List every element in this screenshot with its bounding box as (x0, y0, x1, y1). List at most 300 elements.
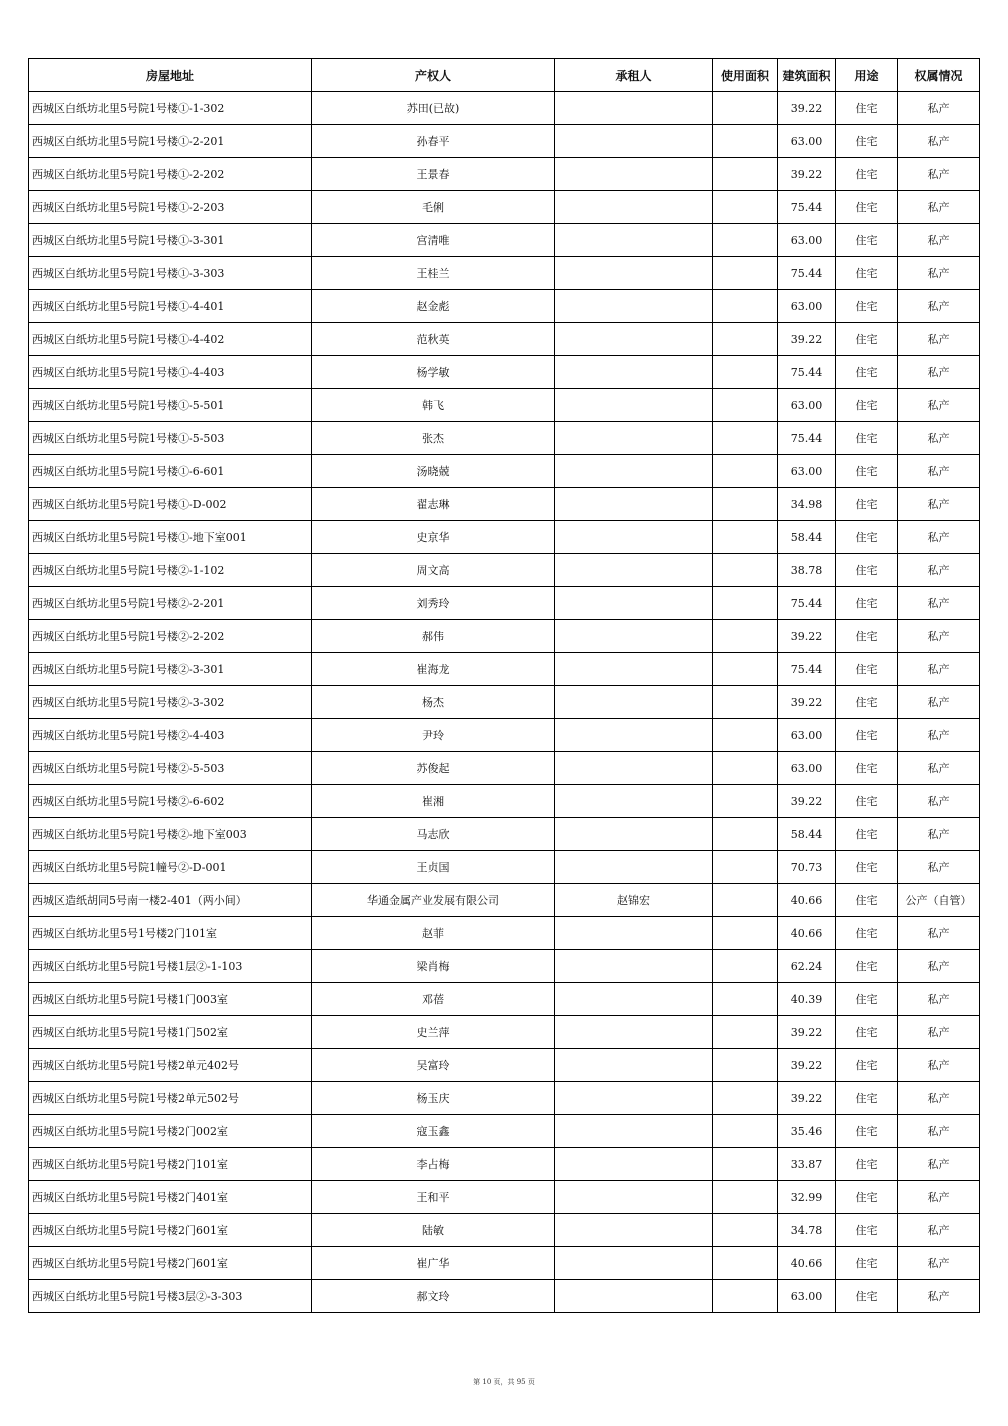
cell-ownership: 私产 (898, 125, 980, 158)
cell-owner: 翟志琳 (312, 488, 555, 521)
cell-usable-area (713, 1280, 778, 1313)
table-row (29, 389, 980, 422)
cell-address: 西城区白纸坊北里5号院1号楼①-地下室001 (29, 521, 312, 554)
cell-ownership: 私产 (898, 785, 980, 818)
cell-building-area: 39.22 (778, 158, 836, 191)
cell-address: 西城区白纸坊北里5号院1号楼②-1-102 (29, 554, 312, 587)
cell-address: 西城区白纸坊北里5号院1号楼①-2-203 (29, 191, 312, 224)
cell-owner: 尹玲 (312, 719, 555, 752)
cell-usage: 住宅 (836, 290, 898, 323)
table-row (29, 191, 980, 224)
cell-usable-area (713, 191, 778, 224)
cell-building-area: 75.44 (778, 191, 836, 224)
cell-address: 西城区白纸坊北里5号院1号楼2门401室 (29, 1181, 312, 1214)
cell-usage: 住宅 (836, 1181, 898, 1214)
cell-tenant (555, 983, 713, 1016)
cell-usable-area (713, 257, 778, 290)
cell-usable-area (713, 1115, 778, 1148)
cell-tenant (555, 719, 713, 752)
cell-ownership: 私产 (898, 554, 980, 587)
table-row (29, 455, 980, 488)
cell-building-area: 39.22 (778, 1049, 836, 1082)
header-ownership: 权属情况 (898, 59, 980, 92)
cell-address: 西城区白纸坊北里5号院1号楼②-6-602 (29, 785, 312, 818)
cell-tenant (555, 224, 713, 257)
cell-ownership: 私产 (898, 455, 980, 488)
cell-building-area: 75.44 (778, 653, 836, 686)
cell-ownership: 私产 (898, 257, 980, 290)
cell-usable-area (713, 1247, 778, 1280)
cell-building-area: 58.44 (778, 521, 836, 554)
cell-usable-area (713, 884, 778, 917)
cell-building-area: 40.66 (778, 884, 836, 917)
cell-usable-area (713, 851, 778, 884)
cell-address: 西城区白纸坊北里5号院1号楼2单元502号 (29, 1082, 312, 1115)
cell-tenant (555, 521, 713, 554)
cell-address: 西城区白纸坊北里5号院1号楼2门002室 (29, 1115, 312, 1148)
cell-usable-area (713, 290, 778, 323)
cell-usable-area (713, 92, 778, 125)
table-row (29, 1082, 980, 1115)
cell-address: 西城区白纸坊北里5号院1号楼1门502室 (29, 1016, 312, 1049)
cell-tenant (555, 1016, 713, 1049)
table-row (29, 950, 980, 983)
cell-usable-area (713, 1181, 778, 1214)
cell-ownership: 私产 (898, 1214, 980, 1247)
cell-usage: 住宅 (836, 356, 898, 389)
cell-usage: 住宅 (836, 785, 898, 818)
cell-ownership: 私产 (898, 1148, 980, 1181)
cell-usable-area (713, 785, 778, 818)
cell-ownership: 私产 (898, 290, 980, 323)
header-usage: 用途 (836, 59, 898, 92)
cell-building-area: 63.00 (778, 224, 836, 257)
cell-building-area: 39.22 (778, 620, 836, 653)
cell-usable-area (713, 752, 778, 785)
cell-tenant (555, 1148, 713, 1181)
cell-usage: 住宅 (836, 1016, 898, 1049)
cell-usage: 住宅 (836, 884, 898, 917)
cell-tenant (555, 1181, 713, 1214)
table-row (29, 554, 980, 587)
cell-owner: 华通金属产业发展有限公司 (312, 884, 555, 917)
cell-usable-area (713, 521, 778, 554)
cell-owner: 陆敏 (312, 1214, 555, 1247)
table-header-row (29, 59, 980, 92)
cell-ownership: 私产 (898, 587, 980, 620)
cell-ownership: 私产 (898, 224, 980, 257)
table-row (29, 290, 980, 323)
cell-usage: 住宅 (836, 950, 898, 983)
cell-owner: 梁肖梅 (312, 950, 555, 983)
cell-address: 西城区白纸坊北里5号院1号楼①-3-303 (29, 257, 312, 290)
cell-usage: 住宅 (836, 158, 898, 191)
table-row (29, 1016, 980, 1049)
cell-usage: 住宅 (836, 620, 898, 653)
cell-usage: 住宅 (836, 587, 898, 620)
cell-usage: 住宅 (836, 653, 898, 686)
cell-usable-area (713, 1016, 778, 1049)
cell-usable-area (713, 125, 778, 158)
cell-owner: 汤晓兢 (312, 455, 555, 488)
cell-ownership: 私产 (898, 719, 980, 752)
table-row (29, 851, 980, 884)
cell-usage: 住宅 (836, 1280, 898, 1313)
table-row (29, 92, 980, 125)
cell-usage: 住宅 (836, 1214, 898, 1247)
cell-address: 西城区白纸坊北里5号院1号楼②-3-302 (29, 686, 312, 719)
cell-building-area: 33.87 (778, 1148, 836, 1181)
page-number: 第 10 页，共 95 页 (473, 1378, 535, 1386)
cell-tenant (555, 356, 713, 389)
cell-usable-area (713, 1214, 778, 1247)
cell-usable-area (713, 389, 778, 422)
table-row (29, 1148, 980, 1181)
cell-usage: 住宅 (836, 1049, 898, 1082)
cell-owner: 杨玉庆 (312, 1082, 555, 1115)
cell-owner: 韩飞 (312, 389, 555, 422)
cell-tenant (555, 290, 713, 323)
cell-ownership: 私产 (898, 686, 980, 719)
cell-ownership: 私产 (898, 1115, 980, 1148)
table-row (29, 752, 980, 785)
cell-usage: 住宅 (836, 323, 898, 356)
table-row (29, 1181, 980, 1214)
cell-usage: 住宅 (836, 752, 898, 785)
cell-owner: 赵金彪 (312, 290, 555, 323)
cell-building-area: 34.78 (778, 1214, 836, 1247)
cell-ownership: 私产 (898, 356, 980, 389)
property-table (28, 58, 980, 1313)
cell-usage: 住宅 (836, 1082, 898, 1115)
cell-ownership: 公产（自管） (898, 884, 980, 917)
cell-address: 西城区白纸坊北里5号院1号楼①-4-403 (29, 356, 312, 389)
cell-building-area: 39.22 (778, 92, 836, 125)
cell-building-area: 35.46 (778, 1115, 836, 1148)
cell-usable-area (713, 323, 778, 356)
cell-ownership: 私产 (898, 389, 980, 422)
cell-address: 西城区白纸坊北里5号院1幢号②-D-001 (29, 851, 312, 884)
cell-owner: 吴富玲 (312, 1049, 555, 1082)
cell-usable-area (713, 818, 778, 851)
cell-tenant (555, 752, 713, 785)
cell-ownership: 私产 (898, 158, 980, 191)
table-row (29, 917, 980, 950)
cell-usage: 住宅 (836, 917, 898, 950)
cell-building-area: 39.22 (778, 1082, 836, 1115)
cell-usage: 住宅 (836, 719, 898, 752)
cell-address: 西城区白纸坊北里5号院1号楼3层②-3-303 (29, 1280, 312, 1313)
cell-building-area: 63.00 (778, 1280, 836, 1313)
cell-ownership: 私产 (898, 1016, 980, 1049)
cell-usable-area (713, 719, 778, 752)
header-building-area: 建筑面积 (778, 59, 836, 92)
cell-usable-area (713, 917, 778, 950)
cell-address: 西城区白纸坊北里5号院1号楼1层②-1-103 (29, 950, 312, 983)
cell-address: 西城区白纸坊北里5号院1号楼2门601室 (29, 1247, 312, 1280)
cell-building-area: 63.00 (778, 389, 836, 422)
cell-ownership: 私产 (898, 950, 980, 983)
cell-usable-area (713, 653, 778, 686)
cell-ownership: 私产 (898, 1181, 980, 1214)
cell-ownership: 私产 (898, 323, 980, 356)
cell-owner: 王桂兰 (312, 257, 555, 290)
cell-usable-area (713, 422, 778, 455)
cell-owner: 马志欣 (312, 818, 555, 851)
cell-building-area: 63.00 (778, 719, 836, 752)
cell-tenant (555, 653, 713, 686)
table-row (29, 884, 980, 917)
cell-building-area: 70.73 (778, 851, 836, 884)
cell-tenant (555, 1247, 713, 1280)
cell-tenant (555, 686, 713, 719)
cell-owner: 宫清唯 (312, 224, 555, 257)
cell-tenant (555, 191, 713, 224)
cell-ownership: 私产 (898, 521, 980, 554)
cell-owner: 张杰 (312, 422, 555, 455)
cell-building-area: 75.44 (778, 422, 836, 455)
table-row (29, 125, 980, 158)
cell-usage: 住宅 (836, 983, 898, 1016)
cell-ownership: 私产 (898, 851, 980, 884)
cell-building-area: 39.22 (778, 1016, 836, 1049)
cell-owner: 史兰萍 (312, 1016, 555, 1049)
cell-usage: 住宅 (836, 224, 898, 257)
table-row (29, 356, 980, 389)
cell-usable-area (713, 620, 778, 653)
cell-address: 西城区白纸坊北里5号院1号楼②-4-403 (29, 719, 312, 752)
cell-address: 西城区白纸坊北里5号院1号楼①-2-202 (29, 158, 312, 191)
cell-address: 西城区白纸坊北里5号院1号楼①-3-301 (29, 224, 312, 257)
cell-address: 西城区白纸坊北里5号院1号楼②-3-301 (29, 653, 312, 686)
cell-tenant (555, 323, 713, 356)
table-row (29, 158, 980, 191)
cell-address: 西城区白纸坊北里5号院1号楼①-2-201 (29, 125, 312, 158)
cell-address: 西城区白纸坊北里5号院1号楼②-2-202 (29, 620, 312, 653)
table-row (29, 422, 980, 455)
header-owner: 产权人 (312, 59, 555, 92)
table-row (29, 620, 980, 653)
cell-usable-area (713, 1148, 778, 1181)
table-row (29, 1049, 980, 1082)
table-row (29, 323, 980, 356)
cell-usable-area (713, 587, 778, 620)
cell-owner: 郝文玲 (312, 1280, 555, 1313)
cell-owner: 王和平 (312, 1181, 555, 1214)
table-row (29, 1115, 980, 1148)
cell-owner: 崔湘 (312, 785, 555, 818)
table-row (29, 224, 980, 257)
cell-ownership: 私产 (898, 818, 980, 851)
cell-tenant (555, 488, 713, 521)
cell-owner: 杨学敏 (312, 356, 555, 389)
cell-tenant (555, 950, 713, 983)
cell-tenant (555, 851, 713, 884)
cell-owner: 邓蓓 (312, 983, 555, 1016)
cell-owner: 苏田(已故) (312, 92, 555, 125)
cell-tenant (555, 1049, 713, 1082)
cell-usage: 住宅 (836, 818, 898, 851)
cell-tenant (555, 785, 713, 818)
cell-building-area: 39.22 (778, 686, 836, 719)
cell-usage: 住宅 (836, 488, 898, 521)
cell-usage: 住宅 (836, 1247, 898, 1280)
cell-address: 西城区白纸坊北里5号1号楼2门101室 (29, 917, 312, 950)
cell-usable-area (713, 356, 778, 389)
table-row (29, 719, 980, 752)
cell-usable-area (713, 455, 778, 488)
cell-building-area: 40.39 (778, 983, 836, 1016)
cell-building-area: 38.78 (778, 554, 836, 587)
cell-tenant: 赵锦宏 (555, 884, 713, 917)
cell-usage: 住宅 (836, 1115, 898, 1148)
cell-address: 西城区白纸坊北里5号院1号楼②-2-201 (29, 587, 312, 620)
cell-ownership: 私产 (898, 983, 980, 1016)
cell-address: 西城区白纸坊北里5号院1号楼①-1-302 (29, 92, 312, 125)
cell-usable-area (713, 686, 778, 719)
header-tenant: 承租人 (555, 59, 713, 92)
cell-address: 西城区白纸坊北里5号院1号楼①-5-501 (29, 389, 312, 422)
cell-owner: 崔海龙 (312, 653, 555, 686)
cell-tenant (555, 917, 713, 950)
cell-owner: 孙春平 (312, 125, 555, 158)
cell-usage: 住宅 (836, 851, 898, 884)
cell-ownership: 私产 (898, 1049, 980, 1082)
cell-owner: 寇玉鑫 (312, 1115, 555, 1148)
cell-usage: 住宅 (836, 686, 898, 719)
cell-address: 西城区白纸坊北里5号院1号楼1门003室 (29, 983, 312, 1016)
cell-usable-area (713, 983, 778, 1016)
cell-building-area: 62.24 (778, 950, 836, 983)
cell-building-area: 32.99 (778, 1181, 836, 1214)
cell-owner: 王景春 (312, 158, 555, 191)
table-row (29, 818, 980, 851)
cell-owner: 杨杰 (312, 686, 555, 719)
cell-tenant (555, 125, 713, 158)
cell-usage: 住宅 (836, 191, 898, 224)
cell-ownership: 私产 (898, 752, 980, 785)
cell-ownership: 私产 (898, 191, 980, 224)
cell-owner: 刘秀玲 (312, 587, 555, 620)
cell-owner: 李占梅 (312, 1148, 555, 1181)
cell-ownership: 私产 (898, 1280, 980, 1313)
table-row (29, 653, 980, 686)
cell-tenant (555, 587, 713, 620)
cell-usage: 住宅 (836, 92, 898, 125)
cell-usable-area (713, 224, 778, 257)
cell-building-area: 63.00 (778, 752, 836, 785)
cell-ownership: 私产 (898, 1082, 980, 1115)
table-row (29, 983, 980, 1016)
cell-address: 西城区白纸坊北里5号院1号楼2门601室 (29, 1214, 312, 1247)
cell-owner: 周文高 (312, 554, 555, 587)
table-row (29, 1280, 980, 1313)
cell-building-area: 39.22 (778, 323, 836, 356)
cell-tenant (555, 257, 713, 290)
cell-building-area: 63.00 (778, 290, 836, 323)
cell-building-area: 58.44 (778, 818, 836, 851)
table-row (29, 521, 980, 554)
cell-owner: 苏俊起 (312, 752, 555, 785)
cell-usage: 住宅 (836, 521, 898, 554)
cell-ownership: 私产 (898, 422, 980, 455)
cell-owner: 郝伟 (312, 620, 555, 653)
table-row (29, 488, 980, 521)
cell-address: 西城区白纸坊北里5号院1号楼①-4-401 (29, 290, 312, 323)
cell-usable-area (713, 950, 778, 983)
cell-tenant (555, 455, 713, 488)
cell-ownership: 私产 (898, 917, 980, 950)
cell-tenant (555, 818, 713, 851)
cell-building-area: 34.98 (778, 488, 836, 521)
cell-usable-area (713, 1049, 778, 1082)
cell-address: 西城区白纸坊北里5号院1号楼②-地下室003 (29, 818, 312, 851)
cell-building-area: 63.00 (778, 125, 836, 158)
cell-owner: 毛俐 (312, 191, 555, 224)
cell-ownership: 私产 (898, 653, 980, 686)
cell-tenant (555, 1214, 713, 1247)
cell-building-area: 39.22 (778, 785, 836, 818)
cell-owner: 赵菲 (312, 917, 555, 950)
cell-usable-area (713, 1082, 778, 1115)
cell-tenant (555, 554, 713, 587)
table-row (29, 1214, 980, 1247)
table-row (29, 785, 980, 818)
cell-tenant (555, 422, 713, 455)
cell-usable-area (713, 158, 778, 191)
cell-usage: 住宅 (836, 455, 898, 488)
cell-owner: 史京华 (312, 521, 555, 554)
cell-tenant (555, 158, 713, 191)
cell-address: 西城区白纸坊北里5号院1号楼2门101室 (29, 1148, 312, 1181)
cell-address: 西城区白纸坊北里5号院1号楼①-4-402 (29, 323, 312, 356)
cell-usage: 住宅 (836, 257, 898, 290)
cell-ownership: 私产 (898, 1247, 980, 1280)
cell-building-area: 40.66 (778, 1247, 836, 1280)
cell-ownership: 私产 (898, 488, 980, 521)
cell-building-area: 75.44 (778, 356, 836, 389)
cell-address: 西城区白纸坊北里5号院1号楼①-5-503 (29, 422, 312, 455)
cell-usage: 住宅 (836, 422, 898, 455)
cell-address: 西城区白纸坊北里5号院1号楼①-6-601 (29, 455, 312, 488)
cell-building-area: 75.44 (778, 587, 836, 620)
cell-tenant (555, 92, 713, 125)
cell-tenant (555, 1280, 713, 1313)
cell-owner: 范秋英 (312, 323, 555, 356)
cell-owner: 崔广华 (312, 1247, 555, 1280)
cell-tenant (555, 1115, 713, 1148)
cell-usable-area (713, 554, 778, 587)
cell-building-area: 63.00 (778, 455, 836, 488)
table-row (29, 587, 980, 620)
cell-tenant (555, 620, 713, 653)
header-address: 房屋地址 (29, 59, 312, 92)
cell-building-area: 40.66 (778, 917, 836, 950)
cell-address: 西城区白纸坊北里5号院1号楼②-5-503 (29, 752, 312, 785)
cell-tenant (555, 1082, 713, 1115)
table-row (29, 1247, 980, 1280)
cell-ownership: 私产 (898, 620, 980, 653)
table-row (29, 686, 980, 719)
table-row (29, 257, 980, 290)
cell-tenant (555, 389, 713, 422)
table-body (29, 92, 980, 1313)
cell-usage: 住宅 (836, 1148, 898, 1181)
cell-address: 西城区白纸坊北里5号院1号楼①-D-002 (29, 488, 312, 521)
cell-usage: 住宅 (836, 554, 898, 587)
cell-address: 西城区白纸坊北里5号院1号楼2单元402号 (29, 1049, 312, 1082)
cell-usage: 住宅 (836, 125, 898, 158)
